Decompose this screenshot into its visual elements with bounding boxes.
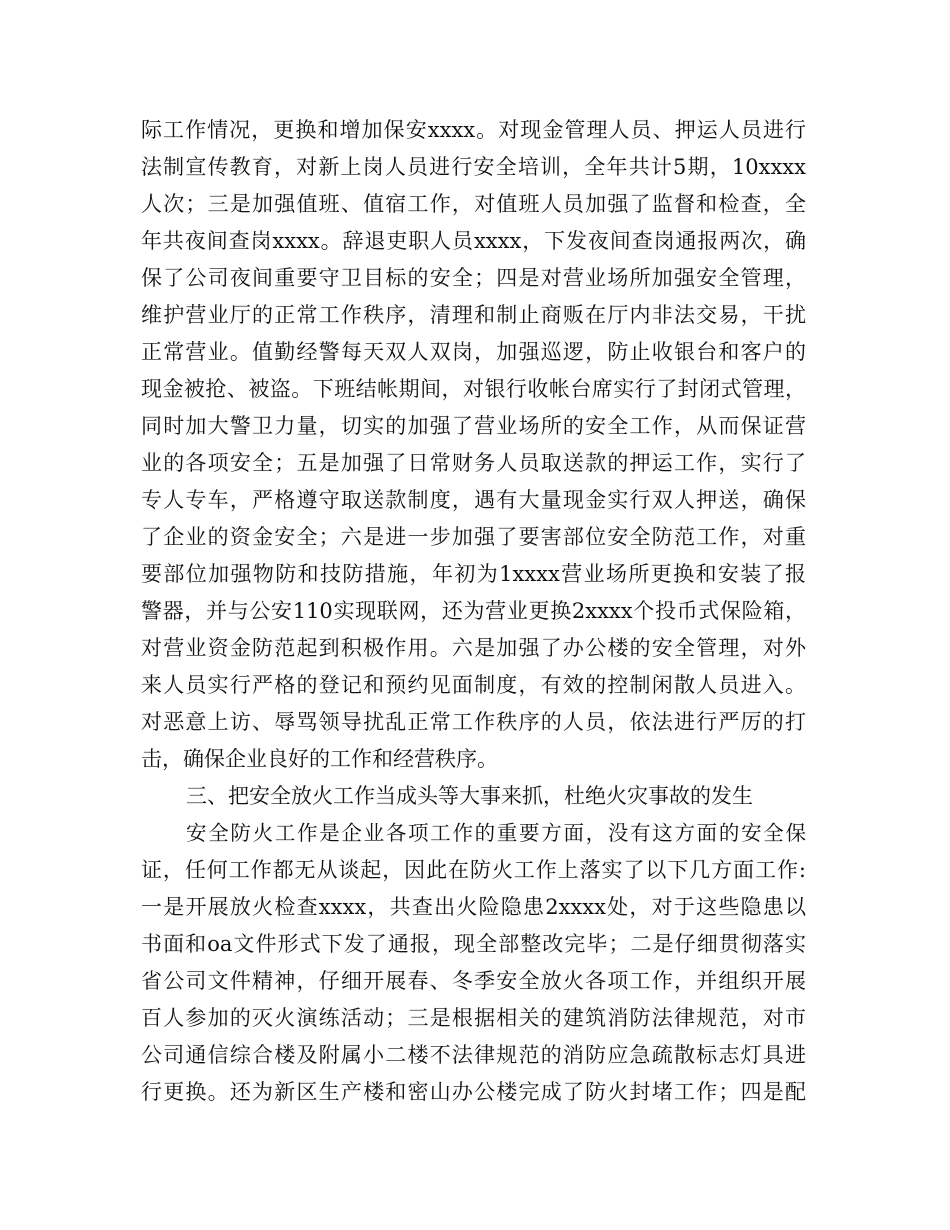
paragraph-line: 人次；三是加强值班、值宿工作，对值班人员加强了监督和检查，全 — [141, 192, 806, 216]
paragraph-line: 证，任何工作都无从谈起，因此在防火工作上落实了以下几方面工作: — [141, 858, 806, 882]
paragraph-line: 对恶意上访、辱骂领导扰乱正常工作秩序的人员，依法进行严厉的打 — [141, 710, 806, 734]
paragraph-line: 安全防火工作是企业各项工作的重要方面，没有这方面的安全保 — [186, 821, 806, 845]
paragraph-line: 省公司文件精神，仔细开展春、冬季安全放火各项工作，并组织开展 — [141, 969, 806, 993]
paragraph-line: 一是开展放火检查xxxx，共查出火险隐患2xxxx处，对于这些隐患以 — [141, 895, 806, 919]
paragraph-line: 来人员实行严格的登记和预约见面制度，有效的控制闲散人员进入。 — [141, 673, 806, 697]
section-heading: 三、把安全放火工作当成头等大事来抓，杜绝火灾事故的发生 — [186, 784, 753, 808]
paragraph-line: 对营业资金防范起到积极作用。六是加强了办公楼的安全管理，对外 — [141, 636, 806, 660]
paragraph-line: 年共夜间查岗xxxx。辞退吏职人员xxxx，下发夜间查岗通报两次，确 — [141, 229, 806, 253]
paragraph-line: 业的各项安全；五是加强了日常财务人员取送款的押运工作，实行了 — [141, 451, 806, 475]
paragraph-line: 击，确保企业良好的工作和经营秩序。 — [141, 747, 498, 771]
paragraph-line: 专人专车，严格遵守取送款制度，遇有大量现金实行双人押送，确保 — [141, 488, 806, 512]
paragraph-line: 警器，并与公安110实现联网，还为营业更换2xxxx个投币式保险箱， — [141, 599, 806, 623]
paragraph-line: 要部位加强物防和技防措施，年初为1xxxx营业场所更换和安装了报 — [141, 562, 806, 586]
paragraph-line: 百人参加的灭火演练活动；三是根据相关的建筑消防法律规范，对市 — [141, 1006, 806, 1030]
paragraph-line: 公司通信综合楼及附属小二楼不法律规范的消防应急疏散标志灯具进 — [141, 1043, 806, 1067]
paragraph-line: 书面和oa文件形式下发了通报，现全部整改完毕；二是仔细贯彻落实 — [141, 932, 806, 956]
paragraph-line: 际工作情况，更换和增加保安xxxx。对现金管理人员、押运人员进行 — [141, 118, 806, 142]
paragraph-line: 正常营业。值勤经警每天双人双岗，加强巡逻，防止收银台和客户的 — [141, 340, 806, 364]
paragraph-line: 现金被抢、被盗。下班结帐期间，对银行收帐台席实行了封闭式管理， — [141, 377, 806, 401]
paragraph-line: 保了公司夜间重要守卫目标的安全；四是对营业场所加强安全管理， — [141, 266, 806, 290]
paragraph-line: 维护营业厅的正常工作秩序，清理和制止商贩在厅内非法交易，干扰 — [141, 303, 806, 327]
paragraph-line: 了企业的资金安全；六是进一步加强了要害部位安全防范工作，对重 — [141, 525, 806, 549]
paragraph-line: 同时加大警卫力量，切实的加强了营业场所的安全工作，从而保证营 — [141, 414, 806, 438]
paragraph-line: 行更换。还为新区生产楼和密山办公楼完成了防火封堵工作；四是配 — [141, 1080, 806, 1104]
document-page — [141, 112, 806, 1111]
paragraph-line: 法制宣传教育，对新上岗人员进行安全培训，全年共计5期，10xxxx — [141, 155, 806, 179]
